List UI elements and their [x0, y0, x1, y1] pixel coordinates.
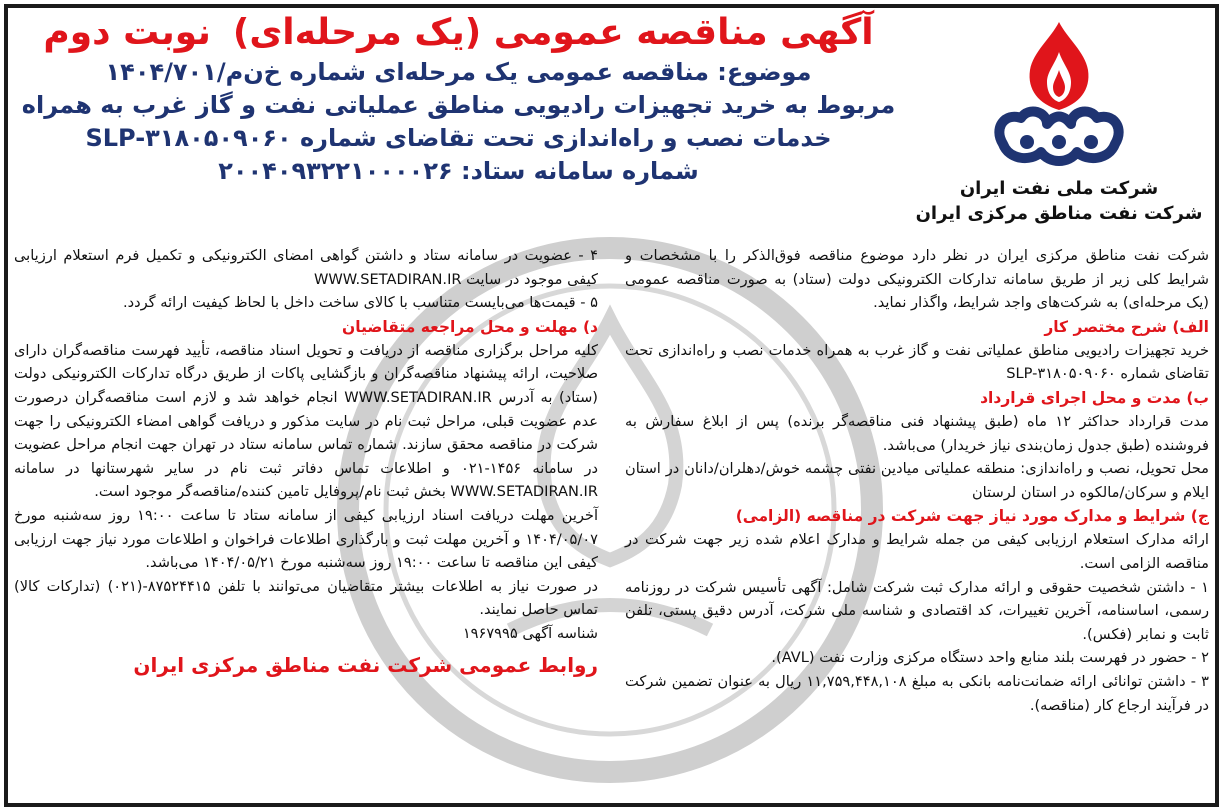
title-text: آگهی مناقصه عمومی (یک مرحله‌ای) [232, 12, 874, 53]
section-d-heading: د) مهلت و محل مراجعه متقاضیان [342, 317, 598, 336]
intro-paragraph: شرکت نفت مناطق مرکزی ایران در نظر دارد موضوع مناقصه فوق‌الذکر را با مشخصات و شرایط کلی زیر از طریق سامانه تدارکات الکترونیکی دولت (ستاد) به صورت مناقصه عمومی (یک مرحله‌ای) به شرکت‌های واجد شرایط، واگذار نماید. [625, 247, 1209, 312]
subject-line-1: موضوع: مناقصه عمومی یک مرحله‌ای شماره خ‌ن‌م/۱۴۰۴/۷۰۱ [105, 58, 812, 86]
requirement-item-1: ۱ - داشتن شخصیت حقوقی و ارائه مدارک ثبت شرکت شامل: آگهی تأسیس شرکت در روزنامه رسمی، اساسنامه، آخرین تغییرات، کد اقتصادی و شناسه ملی شرکت، آدرس دقیق پستی، تلفن ثابت و نمابر (فکس). [625, 578, 1209, 643]
section-b-location: محل تحویل، نصب و راه‌اندازی: منطقه عملیاتی میادین نفتی چشمه خوش/دهلران/دانان در استان ایلام و سرکان/مالکوه در استان لرستان [625, 460, 1209, 501]
section-d-process: کلیه مراحل برگزاری مناقصه از دریافت و تحویل اسناد مناقصه، تأیید فهرست مناقصه‌گران دارای صلاحیت، ارائه پیشنهاد مناقصه‌گران و بازگشایی پاکات از طریق درگاه تدارکات الکترونیکی دولت (ستاد) به آدرس WWW.SETADIRAN.IR انجام خواهد شد و لازم است مناقصه‌گران در‌صورت عدم عضویت قبلی، مراحل ثبت نام در سایت مذکور و دریافت گواهی امضاء الکترونیکی را جهت شرکت در مناقصه محقق سازند. شماره تماس سامانه ستاد در تهران جهت انجام مراحل عضویت در سامانه ۱۴۵۶-۰۲۱ و اطلاعات تماس دفاتر ثبت نام در سایر شهرستانها در سامانه WWW.SETADIRAN.IR بخش ثبت نام/پروفایل تامین کننده/مناقصه‌گر موجود است. [14, 341, 598, 501]
section-b-duration: مدت قرارداد حداکثر ۱۲ ماه (طبق پیشنهاد فنی مناقصه‌گر برنده) پس از ابلاغ سفارش به فروشنده (طبق جدول زمان‌بندی نیاز خریدار) می‌باشد. [625, 412, 1209, 454]
left-column [14, 244, 598, 680]
subject-line-2: مربوط به خرید تجهیزات رادیویی مناطق عملیاتی نفت و گاز غرب به همراه [21, 91, 896, 119]
section-a-heading: الف) شرح مختصر کار [1044, 317, 1209, 336]
section-d-deadlines: آخرین مهلت دریافت اسناد ارزیابی کیفی از سامانه ستاد تا ساعت ۱۹:۰۰ روز سه‌شنبه مورخ ۱۴۰۴/۰۵/۰۷ و آخرین مهلت ثبت و بارگذاری اطلاعات فراخوان و اطلاعات مورد نیاز جهت ارزیابی کیفی این مناقصه تا ساعت ۱۹:۰۰ روز سه‌شنبه مورخ ۱۴۰۴/۰۵/۲۱ می‌باشد. [14, 506, 599, 572]
section-c-heading: ج) شرایط و مدارک مورد نیاز جهت شرکت در مناقصه (الزامی) [735, 507, 1209, 526]
section-d-contact: در صورت نیاز به اطلاعات بیشتر متقاضیان می‌توانند با تلفن ۸۷۵۲۴۴۱۵-(۰۲۱) (تدارکات کالا) تماس حاصل نمایند. [14, 577, 598, 619]
section-c-intro: ارائه مدارک استعلام ارزیابی کیفی من جمله شرایط و مدارک اعلام شده زیر جهت شرکت در مناقصه الزامی است. [625, 531, 1209, 572]
subject-line-3: خدمات نصب و راه‌اندازی تحت تقاضای شماره SLP-۳۱۸۰۵۰۹۰۶۰ [85, 124, 832, 152]
company-logo-block [909, 14, 1209, 236]
section-b-heading: ب) مدت و محل اجرای قرارداد [980, 388, 1209, 407]
requirement-item-4: ۴ - عضویت در سامانه ستاد و داشتن گواهی امضای الکترونیکی و تکمیل فرم استعلام ارزیابی کیفی موجود در سایت WWW.SETADIRAN.IR [14, 247, 598, 288]
requirement-item-2: ۲ - حضور در فهرست بلند منابع واحد دستگاه مرکزی وزارت نفت (AVL). [771, 649, 1209, 667]
notice-title [14, 10, 903, 56]
setad-number: شماره سامانه ستاد: ۲۰۰۴۰۹۳۲۲۱۰۰۰۰۲۶ [218, 157, 699, 185]
company-name-line-2: شرکت نفت مناطق مرکزی ایران [915, 203, 1203, 224]
section-a-text: خرید تجهیزات رادیویی مناطق عملیاتی نفت و گاز غرب به همراه خدمات نصب و راه‌اندازی تحت تقاضای شماره SLP-۳۱۸۰۵۰۹۰۶۰ [625, 341, 1209, 383]
public-relations-signature: روابط عمومی شرکت نفت مناطق مرکزی ایران [133, 652, 598, 677]
notice-header [14, 10, 903, 188]
requirement-item-3: ۳ - داشتن توانائی ارائه ضمانت‌نامه بانکی به مبلغ ۱۱,۷۵۹,۴۴۸,۱۰۸ ریال به عنوان تضمین شرکت در فرآیند ارجاع کار (مناقصه). [625, 672, 1210, 714]
round-text: نوبت دوم [43, 12, 211, 53]
company-name-line-1: شرکت ملی نفت ایران [959, 178, 1159, 199]
requirement-item-5: ۵ - قیمت‌ها می‌بایست متناسب با کالای ساخت داخل با لحاظ کیفیت ارائه گردد. [122, 294, 598, 312]
nioc-flame-logo-icon [979, 14, 1139, 176]
ad-id: شناسه آگهی ۱۹۶۷۹۹۵ [462, 624, 598, 642]
right-column [625, 244, 1209, 717]
